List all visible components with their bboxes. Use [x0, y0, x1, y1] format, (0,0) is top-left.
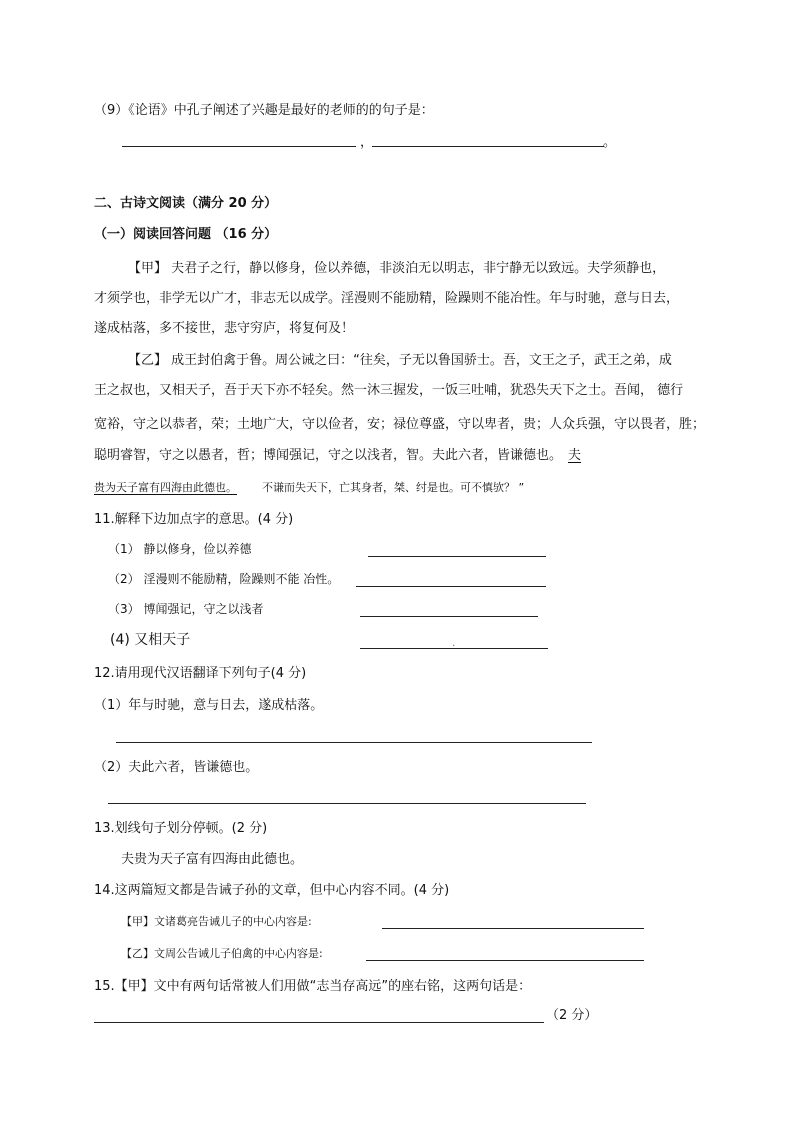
q12-item-2: （2）夫此六者，皆谦德也。: [94, 760, 259, 775]
passage-jia-line-2: 才须学也，非学无以广才，非志无以成学。淫漫则不能励精，险躁则不能冶性。年与时驰，意与日去，: [94, 291, 680, 306]
q12-item-1: （1）年与时驰，意与日去，遂成枯落。: [94, 698, 324, 713]
underlined-sentence-start: 夫: [568, 448, 582, 463]
q11-item-1: （1） 静以修身，俭以养德: [108, 542, 252, 556]
q14-answer-line-2[interactable]: [366, 960, 644, 961]
section-sub-heading: （一）阅读回答问题 （16 分）: [94, 227, 278, 242]
q11-title: 11.解释下边加点字的意思。(4 分): [94, 512, 294, 527]
q15-title: 15.【甲】文中有两句话常被人们用做“志当存高远”的座右铭，这两句话是：: [94, 979, 532, 994]
q15-answer-line[interactable]: [94, 1022, 544, 1023]
passage-jia-line-3: 遂成枯落，多不接世，悲守穷庐，将复何及！: [94, 321, 355, 336]
q9-answer-line-1[interactable]: [122, 146, 356, 147]
underlined-sentence: 贵为天子富有四海由此德也。: [94, 481, 237, 494]
passage-yi-line-3: 宽裕，守之以恭者，荣；土地广大，守以俭者，安；禄位尊盛，守以卑者，贵；人众兵强，守以畏者，胜；: [94, 417, 706, 432]
q9-text: （9）《论语》中孔子阐述了兴趣是最好的老师的的句子是：: [94, 103, 434, 118]
q9-period: 。: [603, 135, 617, 150]
q11-item-4: (4) 又相天子: [110, 632, 191, 648]
q11-dot-mark: .: [452, 636, 456, 649]
q14-answer-line-1[interactable]: [382, 928, 644, 929]
passage-jia-line-1: 【甲】 夫君子之行，静以修身，俭以养德，非淡泊无以明志，非宁静无以致远。夫学须静也，: [128, 261, 666, 276]
q11-answer-line-3[interactable]: [360, 616, 538, 617]
q11-item-3: （3） 博闻强记，守之以浅者: [108, 602, 264, 616]
q11-item-2: （2） 淫漫则不能励精，险躁则不能 冶性。: [108, 572, 340, 586]
q11-answer-line-1[interactable]: [368, 556, 546, 557]
q12-answer-line-1[interactable]: [116, 742, 592, 743]
passage-yi-line-4: 聪明睿智，守之以愚者，哲；博闻强记，守之以浅者，智。夫此六者，皆谦德也。: [94, 448, 563, 463]
q11-answer-line-2[interactable]: [356, 586, 546, 587]
q12-title: 12.请用现代汉语翻译下列句子(4 分): [94, 666, 307, 681]
passage-yi-line-1: 【乙】 成王封伯禽于鲁。周公诫之曰：“往矣，子无以鲁国骄士。吾，文王之子，武王之弟，成: [128, 353, 672, 368]
q11-answer-line-4[interactable]: [360, 648, 548, 649]
q9-comma: ，: [360, 135, 374, 150]
q9-answer-line-2[interactable]: [372, 146, 604, 147]
passage-yi-line-2: 王之叔也，又相天子，吾于天下亦不轻矣。然一沐三握发，一饭三吐哺，犹恐失天下之士。吾闻， 德行: [94, 383, 684, 398]
q12-answer-line-2[interactable]: [108, 803, 586, 804]
q14-title: 14.这两篇短文都是告诫子孙的文章，但中心内容不同。(4 分): [94, 883, 450, 898]
q15-score: （2 分）: [546, 1008, 598, 1023]
q13-sentence: 夫贵为天子富有四海由此德也。: [121, 852, 304, 867]
q14-item-1: 【甲】文诸葛亮告诫儿子的中心内容是:: [121, 915, 312, 928]
passage-yi-line-5: 不谦而失天下，亡其身者，桀、纣是也。可不慎欤？ ”: [262, 481, 525, 494]
section-heading: 二、古诗文阅读（满分 20 分）: [94, 196, 278, 211]
q14-item-2: 【乙】文周公告诫儿子伯禽的中心内容是:: [121, 947, 323, 960]
q13-title: 13.划线句子划分停顿。(2 分): [94, 821, 268, 836]
